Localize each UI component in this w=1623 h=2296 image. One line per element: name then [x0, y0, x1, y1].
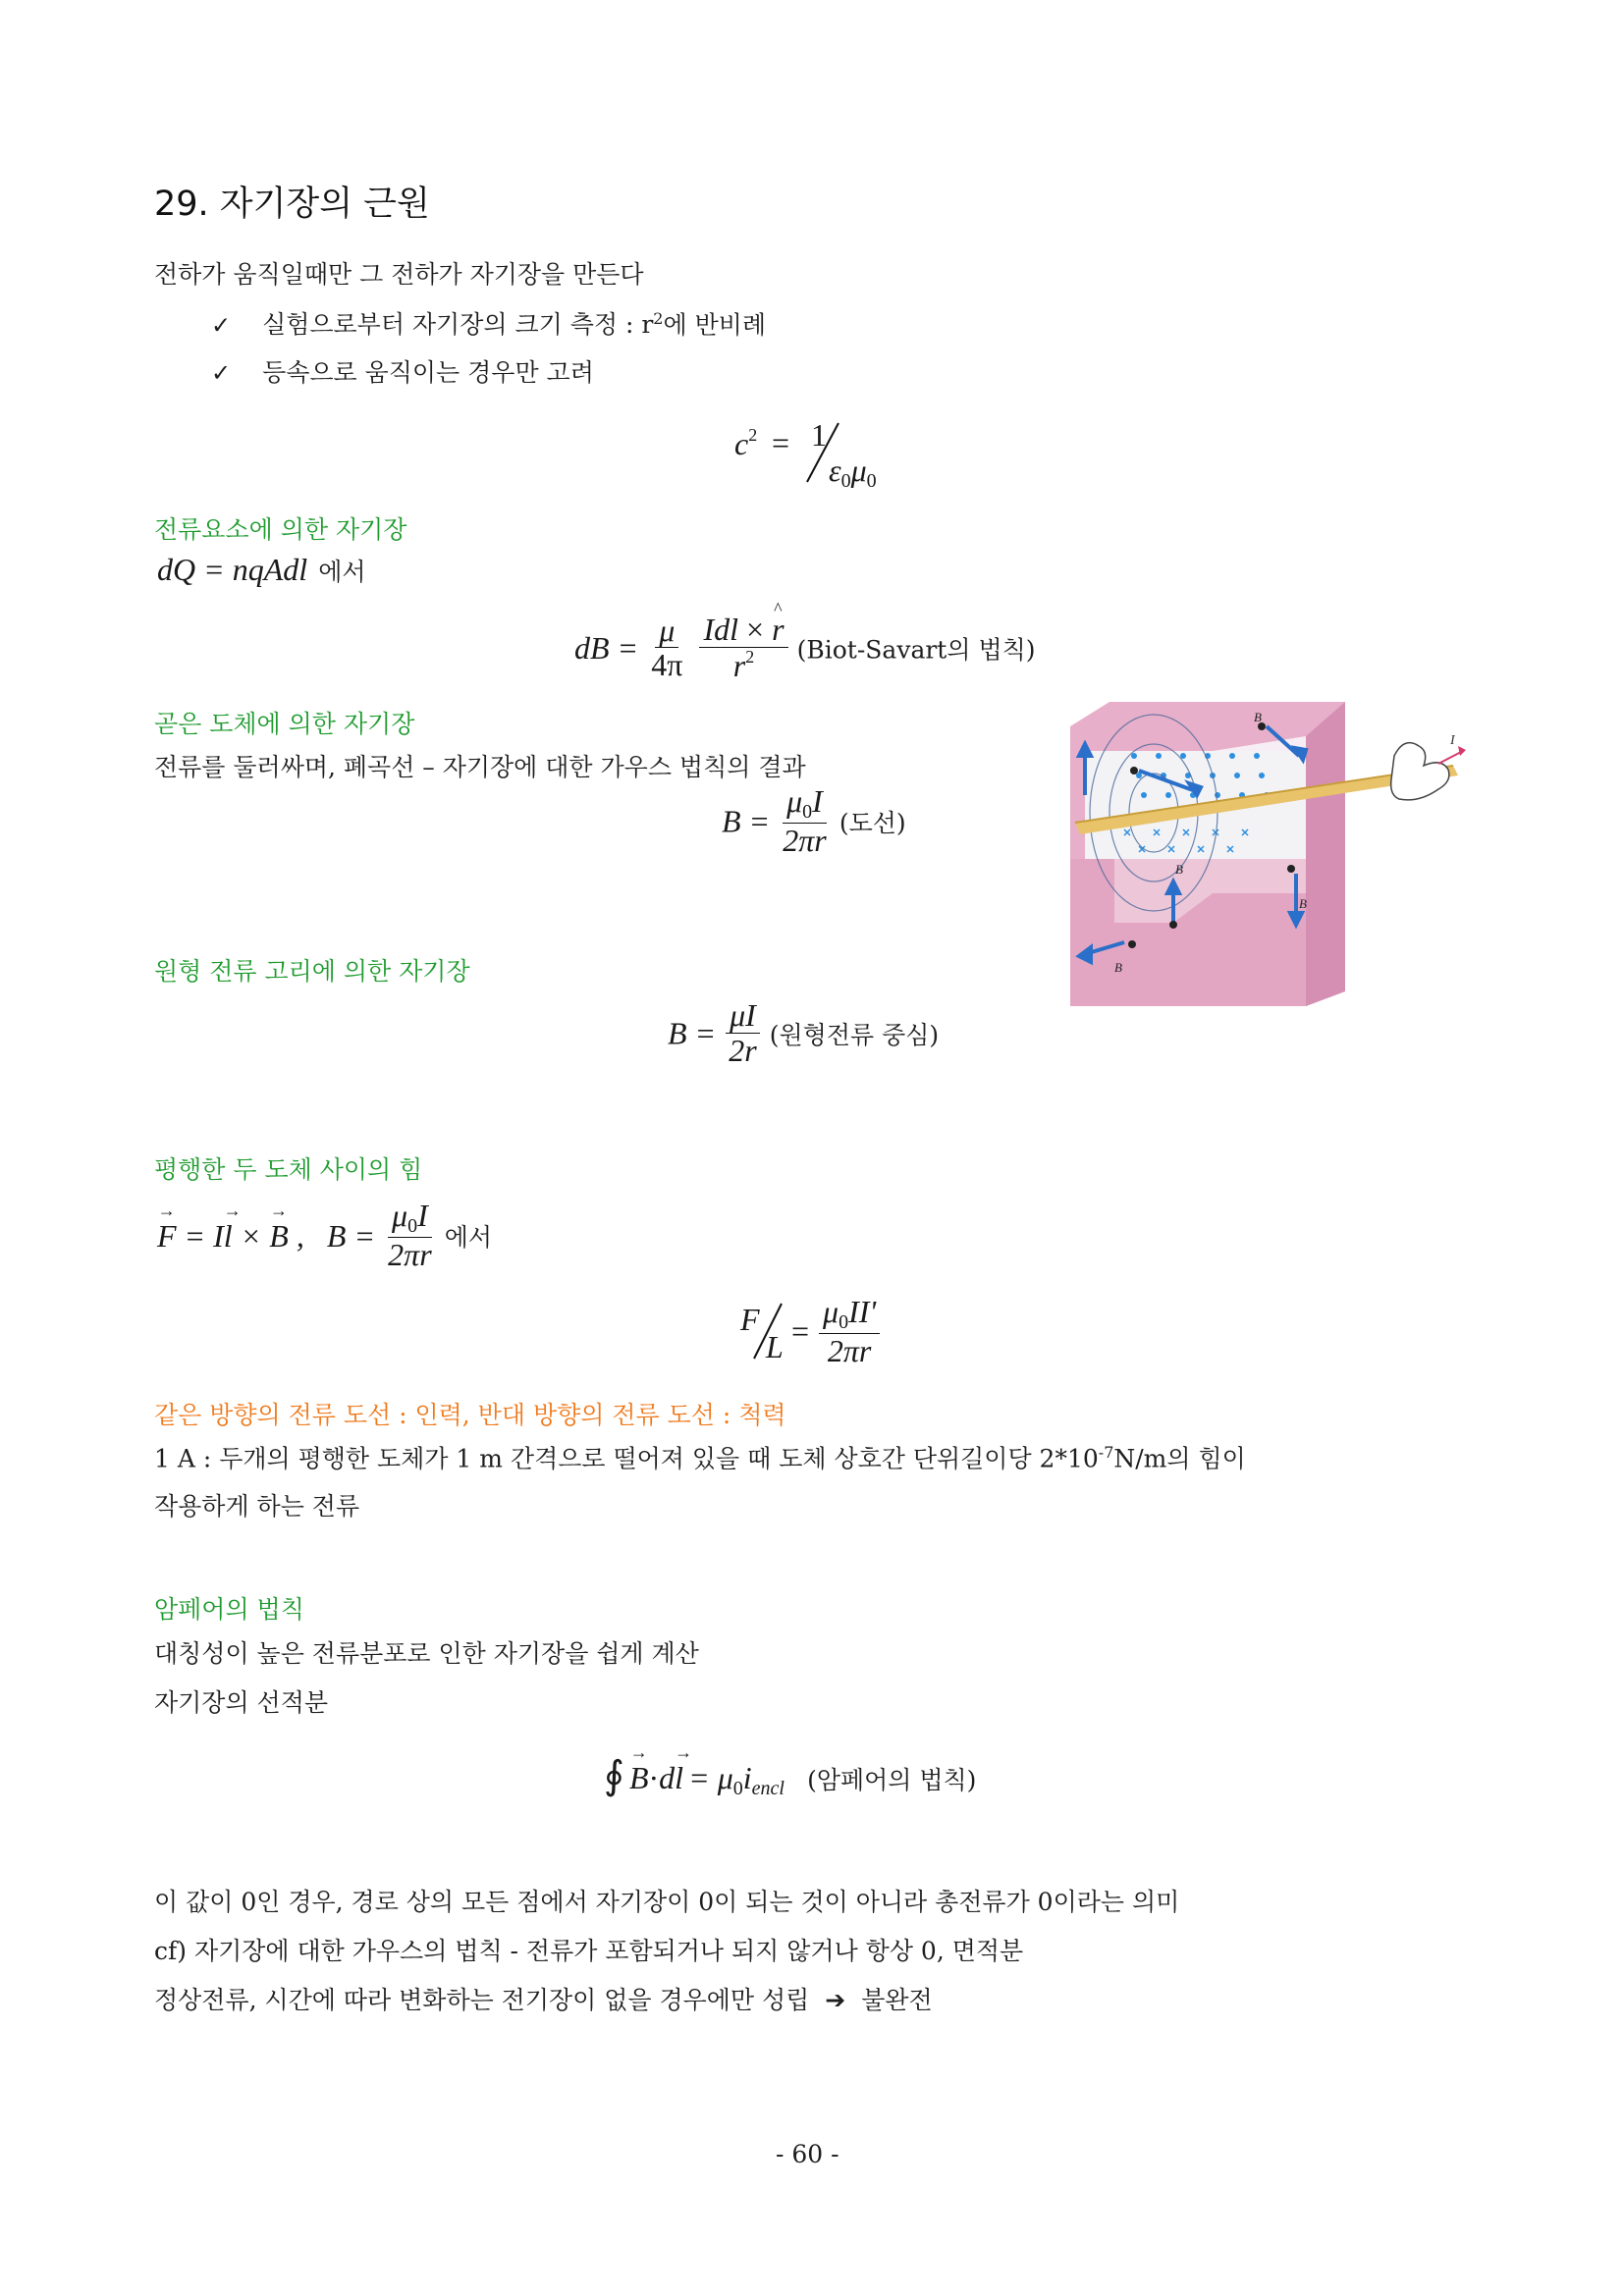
bullet-item [211, 309, 766, 340]
equation-ampere-law: ∮ → B·d→ l = μ0iencl (암페어의 법칙) [604, 1752, 976, 1800]
equation-biot-savart: dB = $\frac{\mu}{4\pi}$ $\frac{\text{Idl × \textasciicircum{} r}}{r^2}$ (Biot-Savart의 법칙) [574, 614, 1036, 683]
eq-denominator: $\varepsilon_0\mu_0$ [829, 453, 877, 492]
equation-force-per-length: F L = $\frac{\mu_0II'}{2\pi r}$ [736, 1296, 913, 1374]
eq-numerator: 1 [811, 417, 827, 453]
svg-text:B: B [1114, 960, 1122, 975]
eq-sign: = [772, 425, 790, 460]
intro-line: 전하가 움직일때만 그 전하가 자기장을 만든다 [154, 260, 644, 289]
arrow-right-icon: ➔ [825, 1986, 846, 2014]
ampere-line-2: 자기장의 선적분 [154, 1688, 328, 1717]
fraction-mu-4pi: $\frac{\mu}{4\pi}$ [651, 612, 683, 683]
straight-description: 전류를 둘러싸며, 폐곡선 – 자기장에 대한 가우스 법칙의 결과 [154, 753, 806, 781]
eq-lhs: $c^2$ [734, 425, 758, 461]
bullet-text: 실험으로부터 자기장의 크기 측정 : r [262, 310, 654, 340]
ampere-line-1: 대칭성이 높은 전류분포로 인한 자기장을 쉽게 계산 [154, 1639, 699, 1668]
ampere-paragraph-2: cf) 자기장에 대한 가우스의 법칙 - 전류가 포함되거나 되지 않거나 항상 0, 면적분 [154, 1937, 1024, 1965]
svg-text:I: I [1450, 733, 1455, 748]
equation-c-squared [734, 417, 911, 496]
wire-field-illustration [1065, 697, 1468, 1021]
page-title: 29. 자기장의 근원 [154, 185, 430, 224]
magnetic-field-figure [1065, 697, 1468, 1021]
equation-straight-wire: B = $\frac{\mu_0I}{2\pi r}$ (도선) [722, 783, 906, 858]
ampere-definition: 1 A : 두개의 평행한 도체가 1 m 간격으로 떨어져 있을 때 도체 상호간 단위길이당 $2*10^{-7}N/m$의 힘이 [154, 1443, 1246, 1473]
bullet-sup: 2 [653, 309, 664, 328]
page-number: - 60 - [776, 2140, 839, 2168]
check-icon: ✓ [211, 311, 232, 340]
section-heading-current-element: 전류요소에 의한 자기장 [154, 515, 407, 544]
check-icon: ✓ [211, 359, 232, 387]
equation-loop-center: B = $\frac{\mu I}{2r}$ (원형전류 중심) [668, 997, 940, 1068]
section-heading-current-loop: 원형 전류 고리에 의한 자기장 [154, 957, 470, 986]
svg-text:B: B [1175, 862, 1183, 877]
section-heading-straight-conductor: 곧은 도체에 의한 자기장 [154, 710, 415, 738]
bullet-text: 등속으로 움직이는 경우만 고려 [262, 358, 594, 387]
ampere-definition-cont: 작용하게 하는 전류 [154, 1492, 360, 1521]
fraction-idl-r2: $\frac{\text{Idl × \textasciicircum{} r}}{r^2}$ [699, 614, 787, 683]
equation-dq: dQ = nqAdl 에서 [157, 552, 366, 587]
bullet-item [211, 358, 594, 388]
section-heading-ampere-law: 암페어의 법칙 [154, 1595, 304, 1624]
svg-text:B: B [1299, 896, 1307, 911]
section-heading-parallel-force: 평행한 두 도체 사이의 힘 [154, 1155, 423, 1184]
equation-force-and-field: → F = I→ l × → B , B = $\frac{\mu_0I}{2\pi r}$ 에서 [157, 1200, 492, 1272]
ampere-paragraph-1: 이 값이 0인 경우, 경로 상의 모든 점에서 자기장이 0이 되는 것이 아니라 총전류가 0이라는 의미 [154, 1888, 1180, 1916]
svg-text:B: B [1254, 710, 1262, 724]
ampere-paragraph-3: 정상전류, 시간에 따라 변화하는 전기장이 없을 경우에만 성립 ➔ 불완전 [154, 1986, 933, 2014]
bullet-text-suffix: 에 반비례 [663, 310, 767, 340]
attraction-repulsion-note: 같은 방향의 전류 도선 : 인력, 반대 방향의 전류 도선 : 척력 [154, 1401, 786, 1429]
